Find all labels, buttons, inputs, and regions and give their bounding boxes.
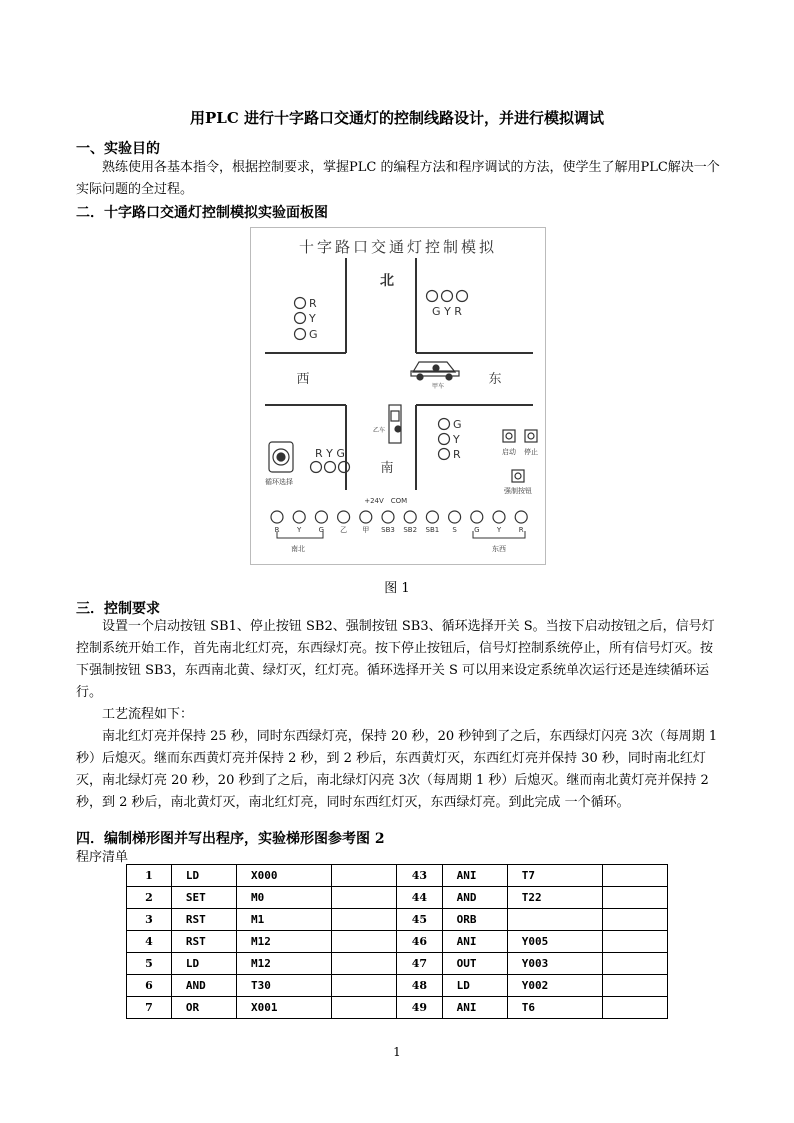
cell-r-no: 47: [397, 953, 442, 975]
sw-labels: R Y G: [315, 447, 345, 460]
force-label: 强制按钮: [504, 487, 532, 495]
table-row: [127, 865, 668, 887]
cell-l-op: RST: [171, 909, 236, 931]
cycle-switch-icon: [269, 442, 293, 472]
section-heading-ladder: 四．编制梯形图并写出程序，实验梯形图参考图 2: [76, 831, 385, 847]
terminal-label: Y: [297, 526, 302, 534]
section-heading-panel: 二．十字路口交通灯控制模拟实验面板图: [76, 205, 328, 221]
cell-r-arg: [507, 909, 602, 931]
cell-empty: [332, 975, 397, 997]
group-brackets: [277, 531, 525, 538]
terminal-label: G: [318, 526, 325, 534]
cell-l-no: 2: [127, 887, 172, 909]
terminal-circle: [293, 511, 305, 523]
cell-l-no: 7: [127, 997, 172, 1019]
cycle-label: 循环选择: [265, 478, 293, 486]
cell-l-arg: M1: [236, 909, 331, 931]
terminal-circle: [338, 511, 350, 523]
cell-r-op: ANI: [442, 865, 507, 887]
cell-r-op: LD: [442, 975, 507, 997]
se-label-r: R: [453, 448, 461, 461]
terminal-circle: [360, 511, 372, 523]
table-row: [127, 887, 668, 909]
terminal-circle: [404, 511, 416, 523]
cell-l-arg: M12: [236, 931, 331, 953]
cell-empty: [603, 975, 668, 997]
se-label-g: G: [453, 418, 462, 431]
cell-r-op: OUT: [442, 953, 507, 975]
nw-label-r: R: [309, 297, 317, 310]
flow-label: 工艺流程如下：: [102, 707, 194, 722]
cell-r-arg: Y002: [507, 975, 602, 997]
terminal-circle: [315, 511, 327, 523]
car-b-label: 乙车: [372, 427, 386, 434]
section-heading-requirements: 三．控制要求: [76, 601, 160, 617]
cell-r-op: ORB: [442, 909, 507, 931]
cell-empty: [603, 887, 668, 909]
car-a-label: 甲车: [431, 383, 445, 390]
cell-r-arg: T7: [507, 865, 602, 887]
cell-empty: [332, 931, 397, 953]
nw-label-g: G: [309, 328, 318, 341]
cell-empty: [603, 997, 668, 1019]
com-label: COM: [390, 497, 408, 505]
table-row: [127, 997, 668, 1019]
terminal-circle: [449, 511, 461, 523]
start-label: 启动: [502, 448, 516, 456]
panel-title: 十字路口交通灯控制模拟: [298, 238, 498, 256]
cell-empty: [603, 931, 668, 953]
stop-label: 停止: [524, 448, 538, 456]
table-row: [127, 931, 668, 953]
program-table: [126, 864, 668, 1019]
terminal-circle: [426, 511, 438, 523]
table-row: [127, 975, 668, 997]
cell-l-arg: M12: [236, 953, 331, 975]
cell-empty: [332, 953, 397, 975]
cell-l-op: RST: [171, 931, 236, 953]
terminal-circle: [271, 511, 283, 523]
section-heading-purpose: 一、实验目的: [76, 141, 160, 157]
label-east: 东: [488, 372, 502, 387]
purpose-text: 熟练使用各基本指令，根据控制要求，掌握PLC 的编程方法和程序调试的方法，使学生了解用PLC解决一个实际问题的全过程。: [76, 160, 720, 197]
cell-r-no: 49: [397, 997, 442, 1019]
sw-lights: [311, 462, 350, 473]
cell-l-no: 3: [127, 909, 172, 931]
cell-l-no: 5: [127, 953, 172, 975]
page-number: 1: [393, 1045, 401, 1059]
terminal-circle: [515, 511, 527, 523]
terminal-label: 甲: [362, 526, 370, 534]
cell-empty: [332, 997, 397, 1019]
cell-empty: [603, 865, 668, 887]
cell-empty: [332, 865, 397, 887]
cell-empty: [332, 887, 397, 909]
label-north: 北: [380, 273, 394, 289]
ne-lights: [427, 291, 468, 302]
cell-l-arg: M0: [236, 887, 331, 909]
cell-l-no: 1: [127, 865, 172, 887]
cell-l-arg: X000: [236, 865, 331, 887]
terminal-label: 乙: [340, 526, 348, 534]
cell-r-op: ANI: [442, 931, 507, 953]
terminal-circle: [471, 511, 483, 523]
cell-l-op: LD: [171, 865, 236, 887]
car-a-icon: [411, 362, 459, 380]
car-b-icon: [389, 405, 401, 443]
se-lights: [439, 419, 450, 460]
cell-l-no: 6: [127, 975, 172, 997]
terminal-label: R: [274, 526, 280, 534]
cell-empty: [603, 909, 668, 931]
flow-text: 南北红灯亮并保持 25 秒，同时东西绿灯亮，保持 20 秒，20 秒钟到了之后，东西绿灯闪亮 3次（每周期 1 秒）后熄灭。继而东西黄灯亮并保持 2 秒，到 2 秒后，东西黄灯灭，东西红灯亮并保持 30 秒，同时南北红灯灭，南北绿灯亮 20 秒，20 秒到了之后，南北绿灯闪亮 3次（每周期 1 秒）后熄灭。继而南北黄灯亮并保持 2秒，到 2 秒后，南北黄灯灭，南北红灯亮，同时东西红灯灭，东西绿灯亮。到此完成 一个循环。: [76, 729, 718, 810]
traffic-panel-figure: [250, 227, 546, 565]
table-row: [127, 909, 668, 931]
cell-r-arg: Y005: [507, 931, 602, 953]
terminal-label: Y: [496, 526, 502, 534]
cell-r-no: 43: [397, 865, 442, 887]
cell-r-no: 44: [397, 887, 442, 909]
page-title: 用PLC 进行十字路口交通灯的控制线路设计，并进行模拟调试: [190, 109, 604, 127]
terminal-circle: [493, 511, 505, 523]
cell-l-no: 4: [127, 931, 172, 953]
cell-r-arg: T6: [507, 997, 602, 1019]
cell-r-no: 46: [397, 931, 442, 953]
cell-r-arg: T22: [507, 887, 602, 909]
cell-empty: [603, 953, 668, 975]
cell-r-op: ANI: [442, 997, 507, 1019]
terminal-label: SB2: [403, 526, 418, 534]
start-stop-buttons: [503, 430, 537, 482]
cell-l-op: OR: [171, 997, 236, 1019]
terminal-row: [271, 511, 527, 534]
figure-caption: 图 1: [384, 581, 410, 596]
ne-labels: G Y R: [432, 305, 462, 318]
cell-r-op: AND: [442, 887, 507, 909]
label-west: 西: [296, 372, 310, 387]
cell-empty: [332, 909, 397, 931]
cell-r-no: 48: [397, 975, 442, 997]
se-label-y: Y: [453, 433, 460, 446]
cell-l-op: LD: [171, 953, 236, 975]
nw-label-y: Y: [309, 312, 316, 325]
terminal-label: SB3: [381, 526, 395, 534]
cell-l-op: AND: [171, 975, 236, 997]
panel-drawing: [251, 228, 545, 564]
table-row: [127, 953, 668, 975]
cell-r-arg: Y003: [507, 953, 602, 975]
group-ew-label: 东西: [492, 545, 506, 553]
terminal-label: SB1: [425, 526, 440, 534]
terminal-label: G: [474, 526, 480, 534]
nw-lights: [295, 298, 306, 340]
label-south: 南: [380, 461, 394, 476]
terminal-circle: [382, 511, 394, 523]
cell-l-op: SET: [171, 887, 236, 909]
cell-r-no: 45: [397, 909, 442, 931]
program-label: 程序清单: [76, 850, 129, 865]
cell-l-arg: T30: [236, 975, 331, 997]
terminal-label: R: [518, 526, 524, 534]
cell-l-arg: X001: [236, 997, 331, 1019]
group-ns-label: 南北: [291, 545, 305, 553]
requirements-text: 设置一个启动按钮 SB1、停止按钮 SB2、强制按钮 SB3、循环选择开关 S。当按下启动按钮之后，信号灯控制系统开始工作，首先南北红灯亮，东西绿灯亮。按下停止按钮后，信号灯控制系统停止，所有信号灯灭。按下强制按钮 SB3，东西南北黄、绿灯灭，红灯亮。循环选择开关 S 可以用来设定系统单次运行还是连续循环运行。: [76, 619, 715, 700]
v24-label: +24V: [364, 497, 384, 505]
terminal-label: S: [452, 526, 457, 534]
